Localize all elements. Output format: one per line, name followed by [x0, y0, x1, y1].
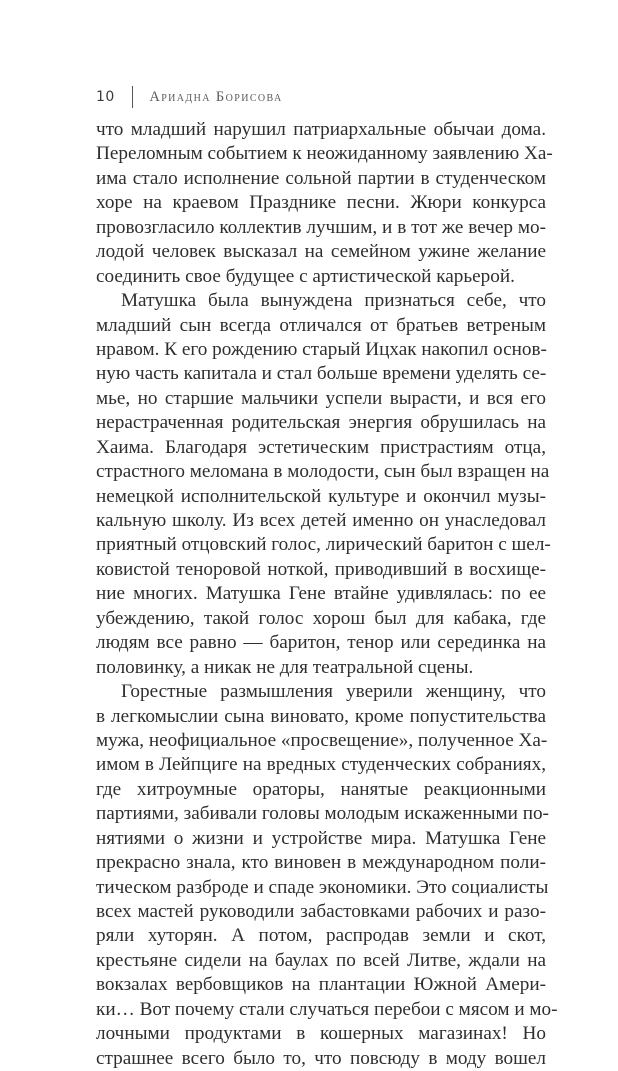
body-text — [96, 118, 558, 1071]
text-line: мье, но старшие мальчики успели вырасти, и вся его — [96, 387, 546, 409]
text-line: соединить свое будущее с артистической карьерой. — [96, 265, 515, 287]
text-line: что младший нарушил патриархальные обычаи дома. — [96, 119, 546, 140]
author-name: Ариадна Борисова — [149, 88, 283, 105]
text-line: хоре на краевом Празднике песни. Жюри конкурса — [96, 192, 546, 214]
text-line: половинку, а никак не для театральной сцены. — [96, 656, 474, 678]
text-line: лочными продуктами в кошерных магазинах! Но — [96, 1023, 546, 1045]
text-line: вокзалах вербовщиков на плантации Южной Амери- — [96, 974, 546, 996]
text-line: где хитроумные ораторы, нанятые реакционными — [96, 778, 546, 800]
text-line: кальную школу. Из всех детей именно он унаследовал — [96, 510, 546, 531]
text-line: лодой человек высказал на семейном ужине желание — [96, 241, 546, 263]
text-line: нятиями о жизни и устройстве мира. Матушка Гене — [96, 827, 546, 849]
text-line: немецкой исполнительской культуре и окончил музы- — [96, 485, 546, 507]
text-line: Хаима. Благодаря эстетическим пристрастиям отца, — [96, 436, 546, 458]
text-line: ряли хуторян. А потом, распродав земли и скот, — [96, 925, 546, 947]
paragraph — [96, 118, 553, 289]
text-line: нерастраченная родительская энергия обрушилась на — [96, 412, 546, 434]
text-line: ковистой теноровой ноткой, приводивший в восхище- — [96, 558, 546, 580]
text-line: крестьяне сидели на баулах по всей Литве, ждали на — [96, 949, 546, 971]
text-line: Горестные размышления уверили женщину, что — [121, 681, 546, 703]
paragraph — [96, 289, 551, 680]
text-line: провозгласило коллектив лучшим, и в тот же вечер мо- — [96, 216, 546, 238]
text-line: страшнее всего было то, что повсюду в моду вошел — [96, 1047, 546, 1069]
text-line: приятный отцовский голос, лирический баритон с шел- — [96, 534, 551, 556]
text-line: нравом. К его рождению старый Ицхак накопил основ- — [96, 338, 547, 360]
page-number: 10 — [96, 89, 115, 105]
text-line: прекрасно знала, кто виновен в международном поли- — [96, 852, 546, 874]
text-line: тическом разброде и спаде экономики. Это социалисты — [96, 876, 549, 898]
text-line: ки… Вот почему стали случаться перебои с мясом и мо- — [96, 998, 558, 1020]
text-line: имом в Лейпциге на вредных студенческих собраниях, — [96, 754, 546, 776]
text-line: има стало исполнение сольной партии в студенческом — [96, 167, 546, 189]
text-line: Матушка была вынуждена признаться себе, что — [121, 290, 546, 312]
text-line: людям все равно — баритон, тенор или серединка на — [96, 632, 546, 654]
paragraph — [96, 680, 558, 1071]
text-line: мужа, неофициальное «просвещение», полученное Ха- — [96, 729, 548, 751]
text-line: Переломным событием к неожиданному заявлению Ха- — [96, 143, 553, 165]
text-line: страстного меломана в молодости, сын был взращен на — [96, 461, 550, 483]
header-divider — [132, 86, 134, 108]
text-line: всех мастей руководили забастовками рабочих и разо- — [96, 901, 546, 922]
text-line: убеждению, такой голос хорош был для кабака, где — [96, 607, 546, 629]
text-line: в легкомыслии сына виновато, кроме попустительства — [96, 705, 546, 727]
text-line: младший сын всегда отличался от братьев ветреным — [96, 314, 546, 336]
text-line: ную часть капитала и стал больше времени уделять се- — [96, 363, 547, 385]
text-line: ние многих. Матушка Гене втайне удивлялась: по ее — [96, 583, 546, 605]
running-header — [96, 86, 283, 108]
text-line: партиями, забивали головы молодым искаженными по- — [96, 803, 549, 825]
